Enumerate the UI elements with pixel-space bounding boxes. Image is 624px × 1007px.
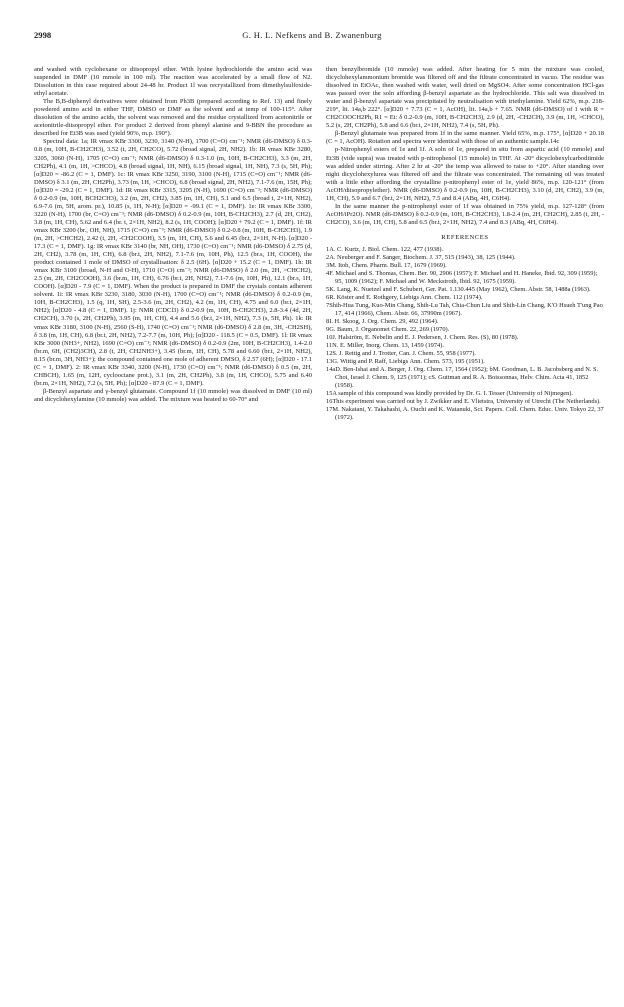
references-heading: REFERENCES: [441, 233, 489, 241]
paragraph-benzyl-glutamate: β-Benzyl glutamate was prepared from 1f in the same manner. Yield 65%, m.p. 175°, [α]D20 + 20.18 (C = 1, AcOH). Rotation and spectra were identical with those of an authentic sample.14c: [326, 130, 604, 146]
reference-item: 6R. Köster and E. Rothgery, Liebigs Ann. Chem. 112 (1974).: [326, 293, 483, 301]
reference-item: 16This experiment was carried out by J. Zwikker and E. Vlietstra, University of Utrecht (The Netherlands).: [326, 397, 601, 405]
paragraph-continuation: and washed with cyclohexane or diisopropyl ether. With lysine hydrochloride the amino acid was suspended in DMF (10 mmole in 100 ml). The reaction was accelerated by a small flow of N2. Dissolution in this case required about 24-48 hr. Product 1l was recrystallized from dimethylsulfoxide-ethyl acetate.: [34, 66, 312, 98]
reference-item: 11N. E. Miller, Inorg. Chem. 13, 1459 (1974).: [326, 341, 444, 349]
paragraph-benzyl-aspartate: β-Benzyl aspartate and γ-benzyl glutamate. Compound 1f (10 mmole) was dissolved in DMF (10 ml) and dicyclohexylamine (10 mmole) was added. The mixture was heated to 60-70° and: [34, 387, 312, 403]
page-number: 2998: [34, 30, 52, 40]
left-column: [34, 66, 312, 1001]
reference-item: 5K. Lang, K. Nuetzel and F. Schubert, Ger. Pat. 1.130.445 (May 1962), Chem. Abstr. 58, 1488a (1963).: [326, 285, 591, 293]
paragraph-nitrophenyl-1f: In the same manner the p-nitrophenyl ester of 1f was obtained in 75% yield, m.p. 127-128° (from AcOH/iPr2O). NMR (d6-DMSO) δ 0.2-0.9 (m, 10H, B-CH2CH3), 1.8-2.4 (m, 2H, CH2CH), 2.85 (t, 2H, -CH2CO), 3.6 (m, 1H, CH), 5.8 and 6.5 (br.t, 2×1H, NH2), 7.4 and 8.3 (ABq, 4H, C6H4).: [326, 202, 604, 226]
paragraph-nitrophenyl-esters: p-Nitrophenyl esters of 1e and 1f. A soln of 1e, prepared in situ from aspartic acid (10 mmole) and Et3B (vide supra) was treated with p-nitrophenol (15 mmole) in THF. At -20° dicyclohexylcarbodiimide was added under stirring. After 2 hr at -20° the temp was allowed to raise to +20°. After standing over night dicyclohexylurea was filtered off and the filtrate was concentrated. The remaining oil was treated with a little ether affording the crystalline p-nitrophenyl ester of 1e, yield 86%, m.p. 120-121° (from AcOH/diisopropylether). NMR (d6-DMSO) δ 0.2-0.9 (m, 10H, B-CH2CH3), 3.10 (d, 2H, CH2), 3.9 (m, 1H, CH), 5.9 and 6.7 (br.t, 2×1H, NH2), 7.5 and 8.4 (ABq, 4H, C6H4).: [326, 146, 604, 202]
reference-item: 3M. Itoh, Chem. Pharm. Bull. 17, 1679 (1969).: [326, 261, 447, 269]
page-header: [34, 30, 590, 44]
running-title: G. H. L. Nefkens and B. Zwanenburg: [242, 30, 382, 40]
reference-item: 10J. Halström, E. Nebelin and E. J. Pedersen, J. Chem. Res. (S), 80 (1978).: [326, 333, 519, 341]
reference-item: 13G. Wittig and P. Raff, Liebigs Ann. Chem. 573, 195 (1951).: [326, 357, 485, 365]
paragraph-spectral-data: Spectral data: 1a; IR νmax KBr 3300, 3230, 3140 (N-H), 1700 (C=O) cm⁻¹; NMR (d6-DMSO) δ 0.3-0.8 (m, 10H, B-CH2CH3), 3.52 (t, 2H, CH2CO), 5.72 (broad signal, 2H, NH2). 1b: IR νmax KBr 3280, 3205, 3060 (N-H), 1705 (C=O) cm⁻¹; NMR (d6-DMSO) δ 0.3-1.0 (m, 10H, B-CH2CH3), 3.3 (m, 2H, CH2Ph), 4.1 (m, 1H, >CHCO), 4.8 (broad signal, 1H, NH), 6.15 (broad signal, 1H, NH), 7.3 (s, 5H, Ph); [α]D20 = -86.2 (C = 1, DMF). 1c: IR νmax KBr 3250, 3190, 3100 (N-H), 1715 (C=O) cm⁻¹; NMR (d6-DMSO) δ 3.1 (m, 2H, CH2Ph), 3.73 (m, 1H, >CHCO), 6.8 (broad signal, 2H, NH2), 7.1-7.6 (m, 15H, Ph); [α]D20 = -29.2 (C = 1, DMF). 1d: IR νmax KBr 3315, 3205 (N-H), 1690 (C=O) cm⁻¹; NMR (d6-DMSO) δ 0.2-0.9 (m, 10H, BCH2CH3), 3.2 (m, 2H, CH2), 3.85 (m, 1H, CH), 5.1 and 6.5 (broad t, 2×1H, NH2), 6.9-7.6 (m, 5H, arom. pr.), 10.85 (s, 1H, N-H); [α]D20 = -99.1 (C = 1, DMF). 1e: IR νmax KBr 3300, 3220 (N-H), 1700 (br, C=O) cm⁻¹; NMR (d6-DMSO) δ 0.2-0.9 (m, 10H, B-CH2CH3), 2.7 (d, 2H, CH2), 3.8 (m, 1H, CH), 5.62 and 6.4 (br. t, 2×1H, NH2), 8.2 (s, 1H, COOH); [α]D20 + 79.2 (C = 1, DMF). 1f: IR νmax KBr 3200 (br., OH, NH), 1715 (C=O) cm⁻¹; NMR (d6-DMSO) δ 0.2-0.8 (m, 10H, B-CH2CH3), 1.9 (m, 2H, >CHCH2), 2.42 (t, 2H, -CH2COOH), 3.5 (m, 1H, CH), 5.6 and 6.45 (br.t, 2×1H, N-H). [α]D20 - 17.3 (C = 1, DMF). 1g: IR νmax KBr 3140 (br, NH, OH), 1730 (C=O) cm⁻¹; NMR (d6-DMSO) δ 2.75 (d, 2H, CH2), 3.78 (m, 1H, CH), 6.8 (br.t, 2H, NH2), 7.1-7.6 (m, 10H, Ph), 12.5 (br.s, 1H, COOH), the product contained 1 mole of DMSO of crystallisation: δ 2.5 (6H). [α]D20 + 15.2 (C = 1, DMF). 1h: IR νmax KBr 3100 (broad, N-H and O-H), 1710 (C=O) cm⁻¹; NMR (d6-DMSO) δ 2.0 (m, 2H, >CHCH2), 2.5 (m, 2H, CH2COOH), 3.6 (br.m, 1H, CH), 6.76 (br.t, 2H, NH2), 7.1-7.6 (m, 10H, Ph), 12.1 (br.s, 1H, COOH). [α]D20 - 7.9 (C = 1, DMF). When the product is prepared in DMF the crystals contain adherent solvent. 1i: IR νmax KBr 3230, 3180, 3030 (N-H), 1700 (C=O) cm⁻¹; NMR (d6-DMSO) δ 0.2-0.9 (m, 10H, B-CH2CH3), 1.5 (q, 1H, SH), 2.5-3.6 (m, 2H, CH2), 4.2 (m, 1H, CH), 4.75 and 6.0 (br.t, 2×1H, NH2); [α]D20 - 4.8 (C = 1, DMF). 1j: NMR (CDCl3) δ 0.2-0.9 (m, 10H, B-CH2CH3), 2.8-3.4 (4d, 2H, CH2CH), 3.70 (s, 2H, CH2Ph), 3.95 (m, 1H, CH), 4.4 and 5.6 (br.t, 2×1H, NH2), 7.3 (s, 5H, Ph). 1k: IR νmax KBr 3180, 3100 (N-H), 2560 (S-H), 1740 (C=O) cm⁻¹; NMR (d6-DMSO) δ 2.8 (m, 3H, -CH2SH), δ 3.8 (m, 1H, CH), 6.8 (br.t, 2H, NH2), 7.2-7.7 (m, 10H, Ph); [α]D20 - 118.5 (C = 0.5, DMF). 1l: IR νmax KBr 3000 (NH3+, NH2), 1690 (C=O) cm⁻¹; NMR (d6-DMSO) δ 0.2-0.9 (2m, 10H, B-CH2CH3), 1.4-2.0 (br.m, 6H, (CH2)3CH), 2.8 (t, 2H, CH2NH3+), 3.45 (br.m, 1H, CH), 5.78 and 6.60 (br.t, 2×1H, NH2), 8.15 (br.m, 3H, NH3+); the compound contained one mole of adherent DMSO, δ 2.57 (6H); [α]D20 - 17.1 (C = 1, DMF). 2: IR νmax KBr 3340, 3200 (N-H), 1730 (C=O) cm⁻¹; NMR (d6-DMSO) δ 0.5 (m, 2H, CHBCH), 1.65 (m, 12H, cyclooctane prot.), 3.1 (m, 2H, CH2Ph), 3.8 (m, 1H, CHCO), 5.75 and 6.40 (br.m, 2×1H, NH2), 7.2 (s, 5H, Ph); [α]D20 - 87.9 (C = 1, DMF).: [34, 138, 312, 387]
reference-item: 8I. H. Skoog, J. Org. Chem. 29, 492 (1964).: [326, 317, 439, 325]
paragraph-diphenyl-derivatives: The B,B-diphenyl derivatives were obtained from Ph3B (prepared according to Ref. 13) and finely powdered amino acid in either THF, DMSO or DMF as the solvent and at temp of 100-115°. After dissolution of the amino acids, the solvent was removed and the residue crystallized from acetonitrile or acetonitrile-diisopropyl ether. For product 2 derived from phenyl alanine and 9-BBN the procedure as described for Et3B was used (yield 90%, m.p. 190°).: [34, 98, 312, 138]
reference-item: 4F. Michael and S. Thomas, Chem. Ber. 90, 2906 (1957); F. Michael and H. Haneke, Ibid. 92, 309 (1959); 95, 1009 (1962); F. Michael and W. Meckstroth, Ibid. 92, 1675 (1959).: [326, 269, 598, 285]
reference-item: 1A. C. Kurtz, J. Biol. Chem. 122, 477 (1938).: [326, 245, 444, 253]
paragraph-benzyl-continuation: then benzylbromide (10 mmole) was added. After heating for 5 min the mixture was cooled, dicyclohexylammonium bromide was filtered off and the filtrate concentrated in vacuo. The residue was dissolved in EtOAc, then washed with water, well dried on MgSO4. After some concentration HCl-gas was passed over the soln affording β-benzyl aspartate as the hydrochloride. This salt was dissolved in water and β-benzyl aspartate was precipitated by neutralisation with triethylamine. Yield 62%, m.p. 218-219°, lit. 14a,b 222°. [α]D20 + 7.73 (C = 1, AcOH), lit. 14a,b + 7.65. NMR (d6-DMSO) of 1 with R = CH2COOCH2Ph, R1 = Et: δ 0.2-0.9 (m, 10H, B-CH2CH3), 2.9 (d, 2H, -CH2CH), 3.9 (m, 1H, >CHCO), 5.2 (s, 2H, CH2Ph), 5.8 and 6.6 (br.t, 2×1H, NH2), 7.4 (s, 5H, Ph).: [326, 66, 604, 130]
right-column: [326, 66, 604, 1001]
reference-item: 2A. Neuberger and F. Sanger, Biochem. J. 37, 515 (1943), 38, 125 (1944).: [326, 253, 516, 261]
reference-item: 15A sample of this compound was kindly provided by Dr. G. I. Tesser (University of Nijmegen).: [326, 389, 574, 397]
reference-item: 14aD. Ben-Ishai and A. Berger, J. Org. Chem. 17, 1564 (1952); bM. Goodman, L. B. Jacobsberg and N. S. Choi, Israel J. Chem. 9, 125 (1971); cS. Guttman and R. A. Boissonnas, Helv. Chim. Acta 41, 1852 (1958).: [326, 365, 599, 389]
references-list: [326, 246, 604, 422]
reference-item: 9G. Baum, J. Organomet Chem. 22, 269 (1970).: [326, 325, 450, 333]
reference-item: 12S. J. Rettig and J. Trotter, Can. J. Chem. 55, 958 (1977).: [326, 349, 476, 357]
reference-item: 17M. Nakatani, Y. Takahashi, A. Ouchi and K. Watanuki, Sci. Papers. Coll. Chem. Educ. Univ. Tokyo 22, 37 (1972).: [326, 405, 604, 421]
reference-item: 7Shih-Hua Tung, Kuo-Min Chang, Shih-Lu Tah, Chia-Chun Liu and Shih-Lin Chang, K'O Hsueh T'ung Pao 17, 414 (1966), Chem. Abstr. 66, 37990m (1967).: [326, 301, 603, 317]
